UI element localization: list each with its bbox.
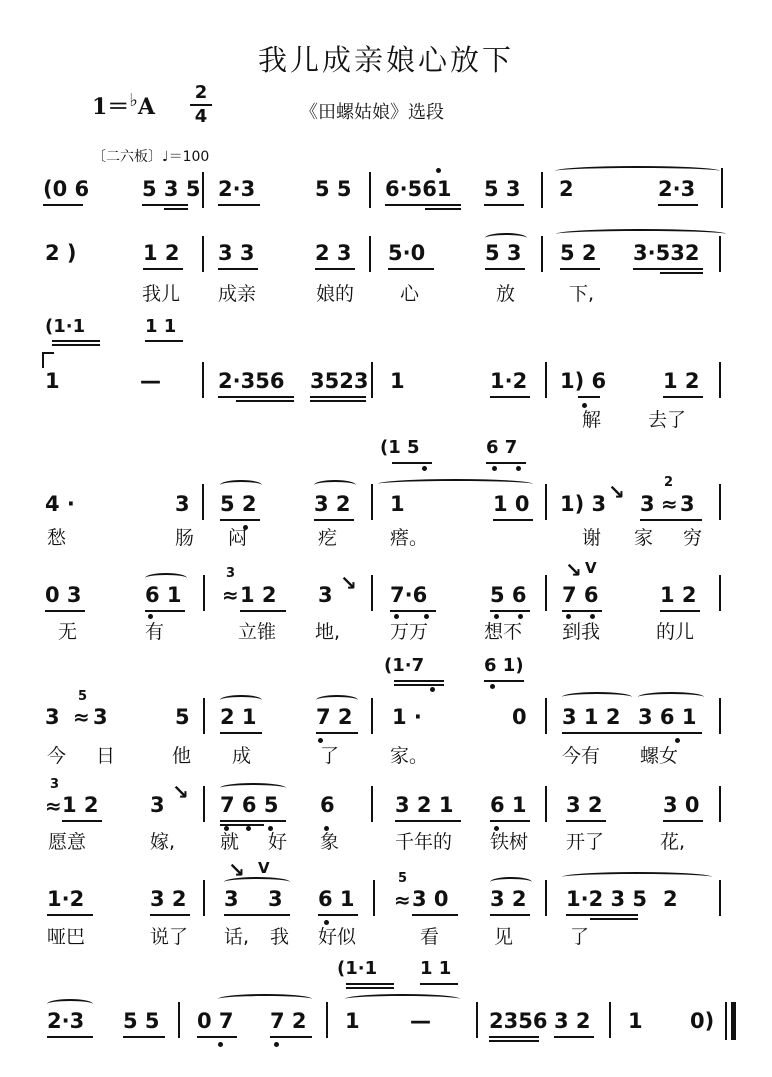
lyric: 开了 — [566, 831, 605, 853]
note-group: 5 5 — [123, 1009, 160, 1033]
note-group: 6 1 — [318, 887, 355, 911]
note-group: 1 — [390, 492, 405, 516]
note-group: — — [410, 1009, 431, 1033]
lyric: 见 — [494, 926, 514, 948]
lyric: 解 — [582, 409, 602, 431]
lyric: 花, — [660, 831, 686, 853]
tempo-marking: 〔二六板〕♩＝100 — [92, 149, 210, 165]
note-group: 3 2 — [150, 887, 187, 911]
lyric: 嫁, — [150, 831, 176, 853]
underline — [197, 1036, 237, 1038]
lyric: 愁 — [47, 527, 67, 549]
slide-arrow: ↘ — [340, 571, 357, 595]
note-group: 3 1 2 — [562, 705, 621, 729]
ornament: ≈ — [45, 794, 62, 818]
note-group: 0 — [512, 705, 527, 729]
time-numerator: 2 — [194, 82, 208, 103]
note-group: 1 — [628, 1009, 643, 1033]
note-group: 4 · — [45, 492, 75, 516]
note-group: 5 2 — [220, 492, 257, 516]
note-group: 3 0 — [663, 793, 700, 817]
tie-curve — [345, 994, 460, 1004]
time-denominator: 4 — [194, 106, 208, 127]
pickup-notes: (1·7 — [384, 655, 425, 676]
lyric: 的儿 — [656, 621, 695, 643]
note-group: 3 0 — [412, 887, 449, 911]
grace-note: 3 — [50, 777, 60, 792]
lyric: 说了 — [150, 926, 189, 948]
note-group: 6 1 — [145, 583, 182, 607]
underline — [346, 983, 394, 985]
slur — [218, 994, 312, 1004]
barline — [326, 1002, 328, 1038]
grace-note: 5 — [78, 689, 88, 704]
note-group: 2·3 — [218, 177, 256, 201]
ornament: ≈ — [394, 888, 411, 912]
underline — [554, 1036, 594, 1038]
lyric: 千年的 — [395, 831, 453, 853]
note-group: 1 2 — [143, 241, 180, 265]
barline — [609, 1002, 611, 1038]
note-group: 3 2 1 — [395, 793, 454, 817]
note-group: 1) 3 — [560, 492, 607, 516]
note-group: 3 — [45, 705, 60, 729]
note-group: 3 2 — [554, 1009, 591, 1033]
note-group: 2·3 — [658, 177, 696, 201]
note-group: — — [140, 369, 161, 393]
final-barline — [731, 1002, 736, 1040]
note-group: 3 — [680, 492, 695, 516]
lyric: 哑巴 — [47, 926, 86, 948]
lyric: 了 — [320, 745, 340, 767]
lyric: 他 — [172, 745, 192, 767]
note-group: 5 2 — [560, 241, 597, 265]
slide-arrow: ↘ — [228, 858, 245, 882]
lyric: 我儿 — [142, 283, 181, 305]
note-group: 2 — [663, 887, 678, 911]
note-group: 2·3 — [47, 1009, 85, 1033]
note-group: 1) 6 — [560, 369, 607, 393]
note-group: 7 6 — [562, 583, 599, 607]
key-prefix: 1＝ — [92, 94, 130, 120]
pickup-notes: (1 5 — [380, 437, 420, 458]
lyric: 有 — [145, 621, 165, 643]
lyric: 今 — [47, 745, 67, 767]
ornament: ≈ — [661, 492, 678, 516]
lyric: 地, — [315, 621, 341, 643]
note-group: 3 3 — [218, 241, 255, 265]
note-group: 5·0 — [388, 241, 426, 265]
note-group: 3 2 — [566, 793, 603, 817]
note-group: 3 2 — [490, 887, 527, 911]
note-group: 1·2 — [490, 369, 528, 393]
note-group: 3 6 1 — [638, 705, 697, 729]
note-group: 2 ) — [45, 241, 77, 265]
note-group: 1 2 — [663, 369, 700, 393]
lyric: 立锥 — [238, 621, 277, 643]
note-group: 1 — [345, 1009, 360, 1033]
pickup-notes: 1 1 — [145, 316, 177, 337]
note-group: 2 — [559, 177, 574, 201]
note-group: 2·356 — [218, 369, 285, 393]
low-octave-dot — [274, 1042, 279, 1047]
lyric: 好 — [268, 831, 288, 853]
pickup-notes: 6 7 — [486, 437, 518, 458]
lyric: 放 — [496, 283, 516, 305]
lyric: 好似 — [318, 926, 357, 948]
underline — [489, 1040, 539, 1042]
grace-note: 3 — [226, 566, 236, 581]
note-group: 5 — [175, 705, 190, 729]
lyric: 娘的 — [316, 283, 355, 305]
slide-arrow: ↘ — [172, 780, 189, 804]
flat-sign: ♭ — [129, 90, 138, 111]
lyric: 疙 — [318, 527, 338, 549]
note-group: 6 — [320, 793, 335, 817]
underline — [123, 1036, 165, 1038]
ornament: ≈ — [222, 583, 239, 607]
note-group: 7 6 5 — [220, 793, 279, 817]
note-group: 2356 — [489, 1009, 548, 1033]
low-octave-dot — [218, 1042, 223, 1047]
source-label: 《田螺姑娘》选段 — [300, 102, 444, 123]
note-group: 2 3 — [315, 241, 352, 265]
lyric: 家。 — [390, 745, 429, 767]
note-group: (0 6 — [43, 177, 90, 201]
note-group: 1 · — [392, 705, 422, 729]
note-group: 0 3 — [45, 583, 82, 607]
song-title: 我儿成亲娘心放下 — [257, 43, 514, 77]
lyric: 成亲 — [218, 283, 257, 305]
lyric: 无 — [58, 621, 78, 643]
underline — [489, 1036, 539, 1038]
note-group: 6 1 — [490, 793, 527, 817]
note-group: 0) — [690, 1009, 715, 1033]
lyric: 愿意 — [48, 831, 87, 853]
note-group: 1 2 — [240, 583, 277, 607]
barline — [476, 1002, 478, 1038]
note-group: 3 — [175, 492, 190, 516]
ornament: ≈ — [73, 705, 90, 729]
pickup-notes: 1 1 — [420, 958, 452, 979]
lyric: 穷 — [683, 527, 703, 549]
lyric: 我 — [270, 926, 290, 948]
lyric: 看 — [420, 926, 440, 948]
note-group: 5 5 — [315, 177, 352, 201]
lyric: 日 — [96, 745, 116, 767]
note-group: 1 2 — [660, 583, 697, 607]
note-group: 2 1 — [220, 705, 257, 729]
note-group: 3 — [268, 887, 283, 911]
note-group: 3·532 — [633, 241, 700, 265]
lyric: 成 — [232, 745, 252, 767]
note-group: 5 3 5 — [142, 177, 201, 201]
slur — [47, 999, 93, 1009]
lyric: 铁树 — [490, 831, 529, 853]
breath-mark: V — [585, 559, 597, 577]
lyric: 肠 — [175, 527, 195, 549]
note-group: 5 6 — [490, 583, 527, 607]
lyric: 今有 — [562, 745, 601, 767]
note-group: 3523 — [310, 369, 369, 393]
barline — [178, 1002, 180, 1038]
lyric: 象 — [320, 831, 340, 853]
lyric: 螺女 — [640, 745, 679, 767]
lyric: 了 — [570, 926, 590, 948]
underline — [270, 1036, 312, 1038]
pickup-notes: (1·1 — [337, 958, 378, 979]
underline — [47, 1036, 93, 1038]
note-group: 0 7 — [197, 1009, 234, 1033]
note-group: 7·6 — [390, 583, 428, 607]
note-group: 7 2 — [270, 1009, 307, 1033]
pickup-notes: 6 1) — [484, 655, 524, 676]
barline — [725, 1002, 727, 1040]
lyric: 万万 — [390, 621, 429, 643]
key-note: A — [137, 94, 155, 120]
note-group: 6·561 — [385, 177, 452, 201]
note-group: 3 — [640, 492, 655, 516]
grace-note: 5 — [398, 871, 408, 886]
lyric: 去了 — [648, 409, 687, 431]
note-group: 1 — [45, 369, 60, 393]
slide-arrow: ↘ — [608, 480, 625, 504]
note-group: 1 0 — [493, 492, 530, 516]
lyric: 闷 — [228, 527, 248, 549]
lyric: 话, — [224, 926, 250, 948]
underline — [420, 983, 458, 985]
pickup-notes: (1·1 — [45, 316, 86, 337]
note-group: 3 — [224, 887, 239, 911]
breath-mark: V — [258, 859, 270, 877]
note-group: 1 2 — [62, 793, 99, 817]
note-group: 3 — [150, 793, 165, 817]
underline — [346, 987, 394, 989]
lyric: 想不 — [484, 621, 523, 643]
lyric: 到我 — [562, 621, 601, 643]
note-group: 1 — [390, 369, 405, 393]
lyric: 瘩。 — [390, 527, 429, 549]
lyric: 谢 — [582, 527, 602, 549]
note-group: 3 — [93, 705, 108, 729]
lyric: 心 — [400, 283, 420, 305]
note-group: 7 2 — [316, 705, 353, 729]
note-group: 5 3 — [484, 177, 521, 201]
note-group: 5 3 — [485, 241, 522, 265]
lyric: 就 — [220, 831, 240, 853]
lyric: 家 — [634, 527, 654, 549]
note-group: 3 2 — [314, 492, 351, 516]
note-group: 1·2 3 5 — [566, 887, 648, 911]
note-group: 1·2 — [47, 887, 85, 911]
grace-note: 2 — [664, 475, 674, 490]
lyric: 下, — [569, 283, 595, 305]
note-group: 3 — [318, 583, 333, 607]
slide-arrow: ↘ — [565, 558, 582, 582]
